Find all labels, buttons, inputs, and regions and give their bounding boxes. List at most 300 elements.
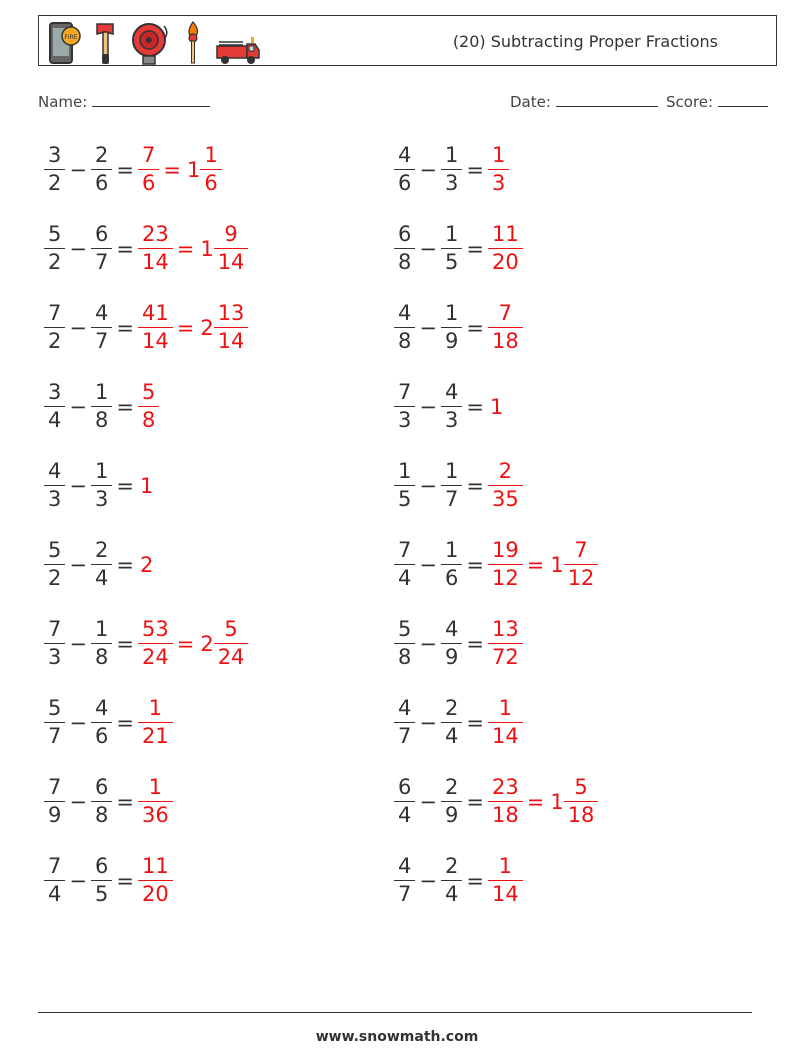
answer-fraction [490, 777, 521, 826]
denominator: 21 [138, 722, 173, 747]
subtrahend-fraction [443, 145, 460, 194]
numerator: 6 [94, 775, 109, 799]
equals-sign: = [116, 394, 134, 419]
denominator: 8 [138, 406, 159, 431]
axe-icon [93, 20, 119, 66]
subtrahend-fraction [443, 540, 460, 589]
problem-row [46, 145, 220, 194]
answer [140, 698, 171, 747]
date-field [510, 92, 658, 111]
problem-row [46, 382, 157, 431]
numerator: 2 [498, 459, 513, 483]
subtrahend-fraction [443, 461, 460, 510]
numerator: 5 [141, 380, 156, 404]
problem-row [46, 777, 171, 826]
numerator: 6 [398, 775, 412, 799]
answer [490, 461, 521, 510]
subtrahend-fraction [443, 382, 460, 431]
numerator: 4 [398, 696, 412, 720]
answer [140, 303, 246, 352]
denominator: 4 [441, 722, 462, 747]
equals-sign: = [116, 710, 134, 735]
minuend-fraction [46, 224, 63, 273]
minuend-fraction [46, 619, 63, 668]
equals-sign: = [116, 631, 134, 656]
subtrahend-fraction [443, 619, 460, 668]
denominator: 4 [44, 406, 65, 431]
numerator: 1 [444, 222, 459, 246]
numerator: 4 [94, 696, 109, 720]
subtrahend-fraction [93, 777, 110, 826]
name-blank[interactable] [92, 92, 210, 107]
numerator: 4 [398, 854, 412, 878]
denominator: 4 [394, 801, 415, 826]
equals-sign: = [466, 157, 484, 182]
answer [490, 698, 521, 747]
answer-whole: 1 [139, 473, 154, 498]
denominator: 8 [91, 406, 112, 431]
mixed-fraction [566, 777, 597, 826]
minuend-fraction [46, 145, 63, 194]
denominator: 24 [138, 643, 173, 668]
mixed-whole: 1 [550, 552, 564, 577]
answer-fraction [490, 224, 521, 273]
denominator: 18 [488, 801, 523, 826]
denominator: 8 [91, 801, 112, 826]
score-blank[interactable] [718, 92, 768, 107]
numerator: 7 [498, 301, 513, 325]
date-blank[interactable] [556, 92, 658, 107]
minus-sign: − [69, 868, 87, 893]
answer [140, 553, 153, 577]
equals-sign: = [526, 789, 545, 814]
denominator: 14 [214, 327, 249, 352]
equals-sign: = [163, 157, 181, 182]
minus-sign: − [419, 394, 437, 419]
footer-url: www.snowmath.com [315, 1029, 479, 1045]
minuend-fraction [46, 777, 63, 826]
numerator: 5 [48, 538, 62, 562]
numerator: 7 [398, 538, 412, 562]
minuend-fraction [396, 777, 413, 826]
answer-fraction [140, 698, 171, 747]
minuend-fraction [396, 382, 413, 431]
denominator: 6 [138, 169, 159, 194]
subtrahend-fraction [93, 461, 110, 510]
denominator: 3 [488, 169, 509, 194]
answer [140, 777, 171, 826]
answer-fraction [140, 619, 171, 668]
denominator: 9 [44, 801, 65, 826]
numerator: 4 [398, 143, 412, 167]
denominator: 3 [441, 406, 462, 431]
numerator: 1 [444, 459, 459, 483]
denominator: 24 [214, 643, 249, 668]
denominator: 7 [394, 880, 415, 905]
subtrahend-fraction [93, 856, 110, 905]
minus-sign: − [69, 710, 87, 735]
equals-sign: = [116, 236, 134, 261]
numerator: 5 [574, 775, 588, 799]
minus-sign: − [419, 236, 437, 261]
answer-fraction [490, 461, 521, 510]
fire-truck-icon [215, 34, 261, 66]
numerator: 6 [94, 222, 109, 246]
minuend-fraction [396, 540, 413, 589]
equals-sign: = [116, 473, 134, 498]
minuend-fraction [396, 303, 413, 352]
subtrahend-fraction [443, 303, 460, 352]
equals-sign: = [116, 789, 134, 814]
minus-sign: − [69, 315, 87, 340]
mixed-fraction [216, 303, 247, 352]
denominator: 3 [441, 169, 462, 194]
equals-sign: = [466, 552, 484, 577]
denominator: 6 [441, 564, 462, 589]
numerator: 1 [498, 696, 513, 720]
minus-sign: − [419, 631, 437, 656]
problem-row [396, 619, 521, 668]
phone-fire-icon [47, 20, 81, 66]
denominator: 8 [394, 643, 415, 668]
answer [140, 224, 246, 273]
denominator: 14 [214, 248, 249, 273]
problem-row [396, 461, 521, 510]
equals-sign: = [466, 631, 484, 656]
denominator: 5 [441, 248, 462, 273]
problem-row [396, 540, 596, 589]
answer [490, 856, 521, 905]
numerator: 1 [444, 143, 459, 167]
minus-sign: − [419, 868, 437, 893]
numerator: 11 [141, 854, 169, 878]
numerator: 53 [141, 617, 169, 641]
minus-sign: − [419, 473, 437, 498]
numerator: 7 [48, 854, 62, 878]
problem-row [46, 224, 246, 273]
minus-sign: − [419, 710, 437, 735]
name-label: Name: [38, 93, 88, 111]
mixed-whole: 1 [186, 157, 201, 182]
numerator: 23 [141, 222, 169, 246]
denominator: 4 [91, 564, 112, 589]
problem-row [396, 224, 521, 273]
problem-row [46, 698, 171, 747]
minus-sign: − [69, 157, 87, 182]
answer [490, 395, 503, 419]
answer [140, 474, 153, 498]
numerator: 7 [48, 301, 62, 325]
minus-sign: − [69, 552, 87, 577]
mixed-whole: 2 [200, 631, 214, 656]
numerator: 2 [94, 538, 109, 562]
answer-fraction [140, 224, 171, 273]
equals-sign: = [466, 236, 484, 261]
numerator: 5 [224, 617, 238, 641]
match-icon [183, 20, 203, 66]
denominator: 2 [44, 564, 65, 589]
problem-row [396, 856, 521, 905]
minuend-fraction [46, 461, 63, 510]
minuend-fraction [46, 303, 63, 352]
numerator: 19 [491, 538, 519, 562]
minuend-fraction [396, 224, 413, 273]
equals-sign: = [176, 236, 195, 261]
numerator: 2 [444, 854, 459, 878]
denominator: 14 [488, 722, 523, 747]
denominator: 36 [138, 801, 173, 826]
numerator: 7 [48, 617, 62, 641]
numerator: 13 [491, 617, 519, 641]
numerator: 1 [491, 143, 506, 167]
equals-sign: = [116, 315, 134, 340]
subtrahend-fraction [93, 698, 110, 747]
answer [490, 777, 596, 826]
page-title: (20) Subtracting Proper Fractions [452, 32, 718, 51]
numerator: 23 [491, 775, 519, 799]
minuend-fraction [396, 461, 413, 510]
numerator: 2 [444, 696, 459, 720]
fire-alarm-bell-icon [131, 20, 171, 66]
footer-divider [38, 1012, 752, 1013]
equals-sign: = [466, 789, 484, 814]
svg-text:FIRE: FIRE [64, 34, 78, 41]
denominator: 7 [91, 248, 112, 273]
subtrahend-fraction [443, 856, 460, 905]
numerator: 9 [224, 222, 238, 246]
answer-fraction [140, 303, 171, 352]
minuend-fraction [46, 382, 63, 431]
numerator: 5 [398, 617, 412, 641]
numerator: 7 [48, 775, 62, 799]
numerator: 11 [491, 222, 519, 246]
answer [490, 303, 521, 352]
problem-row [46, 856, 171, 905]
numerator: 5 [48, 696, 62, 720]
denominator: 2 [44, 169, 65, 194]
numerator: 1 [498, 854, 513, 878]
numerator: 3 [48, 380, 62, 404]
numerator: 1 [94, 459, 109, 483]
equals-sign: = [176, 315, 195, 340]
problem-row [46, 303, 246, 352]
denominator: 14 [138, 327, 173, 352]
equals-sign: = [526, 552, 545, 577]
score-label: Score: [666, 93, 714, 111]
denominator: 18 [488, 327, 523, 352]
numerator: 1 [204, 143, 218, 167]
subtrahend-fraction [93, 540, 110, 589]
denominator: 12 [564, 564, 599, 589]
denominator: 9 [441, 801, 462, 826]
denominator: 3 [91, 485, 112, 510]
denominator: 8 [394, 248, 415, 273]
minus-sign: − [69, 236, 87, 261]
equals-sign: = [466, 710, 484, 735]
denominator: 7 [394, 722, 415, 747]
mixed-fraction [566, 540, 597, 589]
problem-row [46, 619, 246, 668]
mixed-whole: 1 [550, 789, 564, 814]
denominator: 20 [138, 880, 173, 905]
denominator: 14 [488, 880, 523, 905]
minuend-fraction [46, 698, 63, 747]
numerator: 6 [398, 222, 412, 246]
numerator: 1 [94, 617, 109, 641]
answer [490, 540, 596, 589]
numerator: 7 [398, 380, 412, 404]
denominator: 3 [44, 485, 65, 510]
minus-sign: − [69, 394, 87, 419]
numerator: 4 [444, 617, 459, 641]
subtrahend-fraction [93, 224, 110, 273]
subtrahend-fraction [443, 698, 460, 747]
equals-sign: = [466, 315, 484, 340]
numerator: 13 [217, 301, 245, 325]
problem-row [396, 145, 507, 194]
equals-sign: = [116, 868, 134, 893]
numerator: 4 [444, 380, 459, 404]
denominator: 3 [44, 643, 65, 668]
problem-row [46, 540, 153, 589]
denominator: 7 [441, 485, 462, 510]
denominator: 6 [91, 169, 112, 194]
denominator: 7 [44, 722, 65, 747]
denominator: 4 [441, 880, 462, 905]
numerator: 5 [48, 222, 62, 246]
numerator: 1 [148, 696, 163, 720]
subtrahend-fraction [93, 145, 110, 194]
answer-fraction [140, 777, 171, 826]
numerator: 7 [574, 538, 588, 562]
numerator: 1 [444, 538, 459, 562]
mixed-fraction [216, 224, 247, 273]
numerator: 4 [48, 459, 62, 483]
header-icons [47, 20, 261, 66]
answer-fraction [490, 145, 507, 194]
answer-fraction [140, 856, 171, 905]
answer-fraction [140, 382, 157, 431]
denominator: 35 [488, 485, 523, 510]
denominator: 72 [488, 643, 523, 668]
denominator: 4 [394, 564, 415, 589]
denominator: 3 [394, 406, 415, 431]
denominator: 6 [91, 722, 112, 747]
date-label: Date: [510, 93, 551, 111]
numerator: 7 [141, 143, 156, 167]
numerator: 2 [444, 775, 459, 799]
denominator: 12 [488, 564, 523, 589]
problem-row [396, 777, 596, 826]
minuend-fraction [396, 856, 413, 905]
equals-sign: = [466, 473, 484, 498]
answer-fraction [490, 303, 521, 352]
problem-row [396, 382, 503, 431]
minuend-fraction [396, 619, 413, 668]
denominator: 5 [91, 880, 112, 905]
equals-sign: = [466, 394, 484, 419]
mixed-whole: 1 [200, 236, 214, 261]
denominator: 7 [91, 327, 112, 352]
numerator: 4 [94, 301, 109, 325]
answer-fraction [490, 856, 521, 905]
minus-sign: − [419, 315, 437, 340]
denominator: 8 [394, 327, 415, 352]
worksheet-header [38, 15, 777, 66]
numerator: 41 [141, 301, 169, 325]
numerator: 6 [94, 854, 109, 878]
denominator: 18 [564, 801, 599, 826]
score-field [666, 92, 768, 111]
answer-fraction [490, 698, 521, 747]
equals-sign: = [116, 157, 134, 182]
problem-row [396, 698, 521, 747]
subtrahend-fraction [93, 382, 110, 431]
minuend-fraction [396, 698, 413, 747]
minus-sign: − [419, 789, 437, 814]
numerator: 1 [398, 459, 412, 483]
denominator: 14 [138, 248, 173, 273]
numerator: 1 [148, 775, 163, 799]
denominator: 2 [44, 327, 65, 352]
denominator: 6 [200, 169, 221, 194]
name-field [38, 92, 210, 111]
answer-whole: 1 [489, 394, 504, 419]
minus-sign: − [419, 552, 437, 577]
numerator: 3 [48, 143, 62, 167]
numerator: 1 [444, 301, 459, 325]
minuend-fraction [46, 856, 63, 905]
equals-sign: = [466, 868, 484, 893]
answer-whole: 2 [139, 552, 154, 577]
denominator: 2 [44, 248, 65, 273]
equals-sign: = [116, 552, 134, 577]
denominator: 20 [488, 248, 523, 273]
problem-row [396, 303, 521, 352]
answer [140, 619, 246, 668]
subtrahend-fraction [443, 224, 460, 273]
mixed-fraction [202, 145, 219, 194]
answer [490, 224, 521, 273]
denominator: 5 [394, 485, 415, 510]
mixed-fraction [216, 619, 247, 668]
subtrahend-fraction [93, 303, 110, 352]
minus-sign: − [69, 473, 87, 498]
subtrahend-fraction [93, 619, 110, 668]
answer-fraction [140, 145, 157, 194]
answer [140, 856, 171, 905]
answer [140, 145, 220, 194]
answer-fraction [490, 619, 521, 668]
minus-sign: − [69, 789, 87, 814]
denominator: 9 [441, 643, 462, 668]
denominator: 8 [91, 643, 112, 668]
numerator: 1 [94, 380, 109, 404]
equals-sign: = [176, 631, 195, 656]
subtrahend-fraction [443, 777, 460, 826]
answer [490, 145, 507, 194]
minus-sign: − [419, 157, 437, 182]
answer-fraction [490, 540, 521, 589]
minuend-fraction [396, 145, 413, 194]
answer [490, 619, 521, 668]
numerator: 4 [398, 301, 412, 325]
denominator: 6 [394, 169, 415, 194]
mixed-whole: 2 [200, 315, 214, 340]
problem-row [46, 461, 153, 510]
answer [140, 382, 157, 431]
numerator: 2 [94, 143, 109, 167]
